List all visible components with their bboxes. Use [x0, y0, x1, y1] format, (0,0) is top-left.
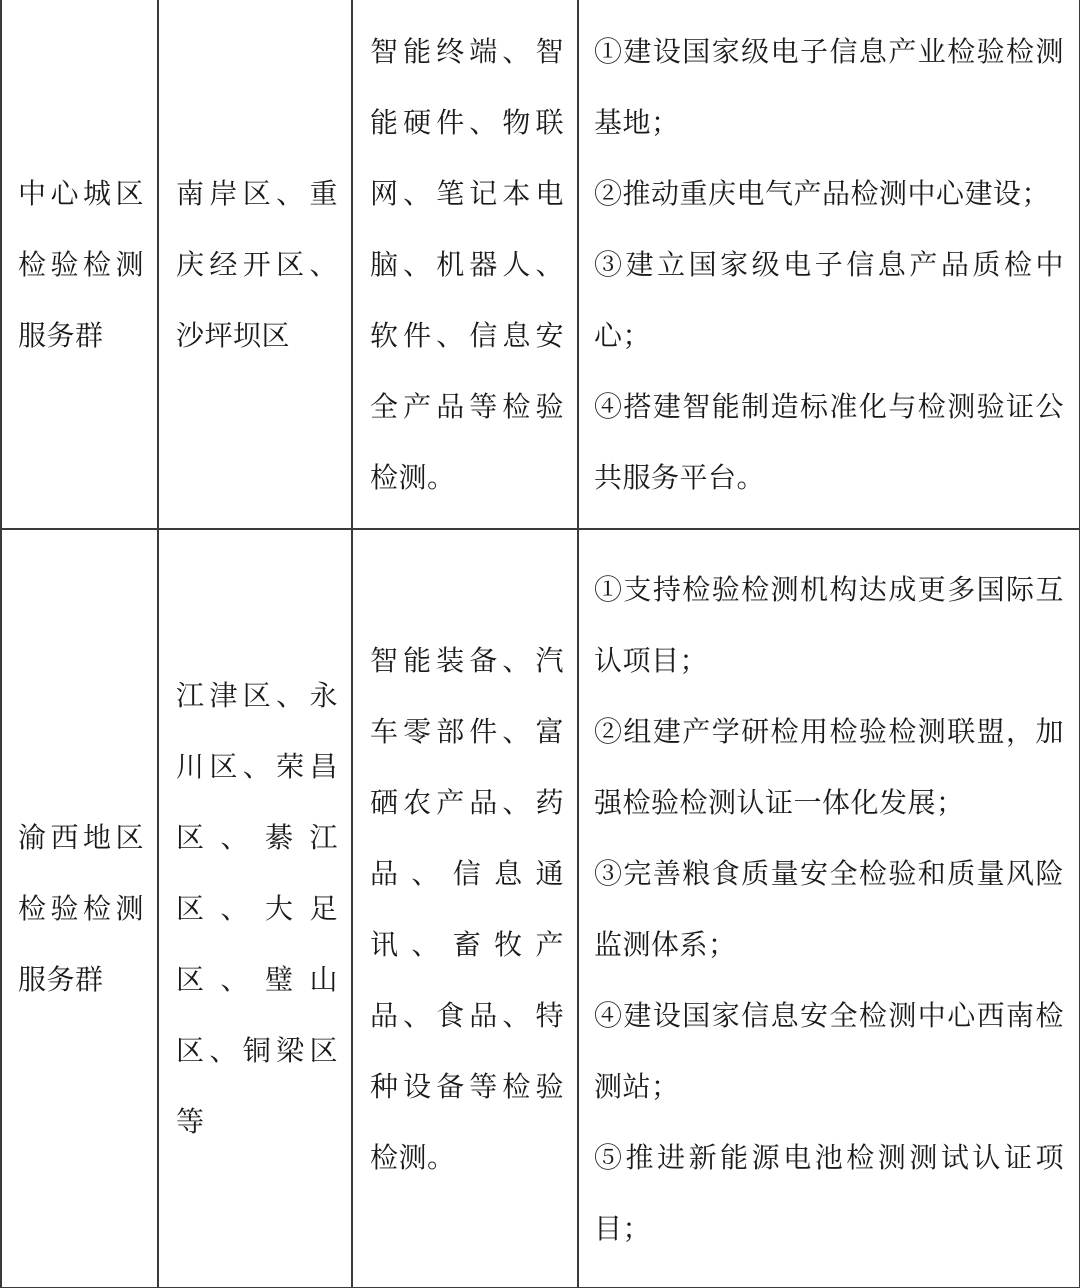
testing-fields-cell: 智能装备、汽车零部件、富硒农产品、药品、信息通讯、畜牧产品、食品、特种设备等检验检测。: [370, 643, 564, 1174]
measure-item: ④搭建智能制造标准化与检测验证公共服务平台。: [594, 389, 1064, 494]
cluster-name-cell: 中心城区检验检测服务群: [18, 176, 144, 352]
measure-item: ①建设国家级电子信息产业检验检测基地；: [594, 34, 1064, 139]
table-row: [0, 529, 158, 1288]
measure-item: ①支持检验检测机构达成更多国际互认项目；: [594, 572, 1064, 677]
table-row: [0, 0, 158, 528]
table-row: [158, 529, 352, 1288]
cluster-name-cell: 渝西地区检验检测服务群: [18, 821, 144, 996]
table-row: [352, 0, 578, 528]
measure-item: ②组建产学研检用检验检测联盟，加强检验检测认证一体化发展；: [594, 714, 1064, 819]
measure-item: ④建设国家信息安全检测中心西南检测站；: [594, 998, 1064, 1103]
table-row: [578, 529, 1080, 1288]
measure-item: ⑤推进新能源电池检测测试认证项目；: [594, 1140, 1064, 1245]
measures-cell: [594, 554, 1064, 1264]
measures-cell: [594, 16, 1064, 513]
table-row: [158, 0, 352, 528]
measure-item: ③完善粮食质量安全检验和质量风险监测体系；: [594, 856, 1064, 961]
table-row: [578, 0, 1080, 528]
measure-item: ③建立国家级电子信息产品质检中心；: [594, 247, 1064, 352]
testing-fields-cell: 智能终端、智能硬件、物联网、笔记本电脑、机器人、软件、信息安全产品等检验检测。: [370, 34, 564, 494]
districts-cell: 江津区、永川区、荣昌区、綦江区、大足区、璧山区、铜梁区等: [176, 679, 338, 1138]
measure-item: ②推动重庆电气产品检测中心建设；: [594, 176, 1051, 210]
districts-cell: 南岸区、重庆经开区、沙坪坝区: [176, 176, 338, 352]
table-row: [352, 529, 578, 1288]
